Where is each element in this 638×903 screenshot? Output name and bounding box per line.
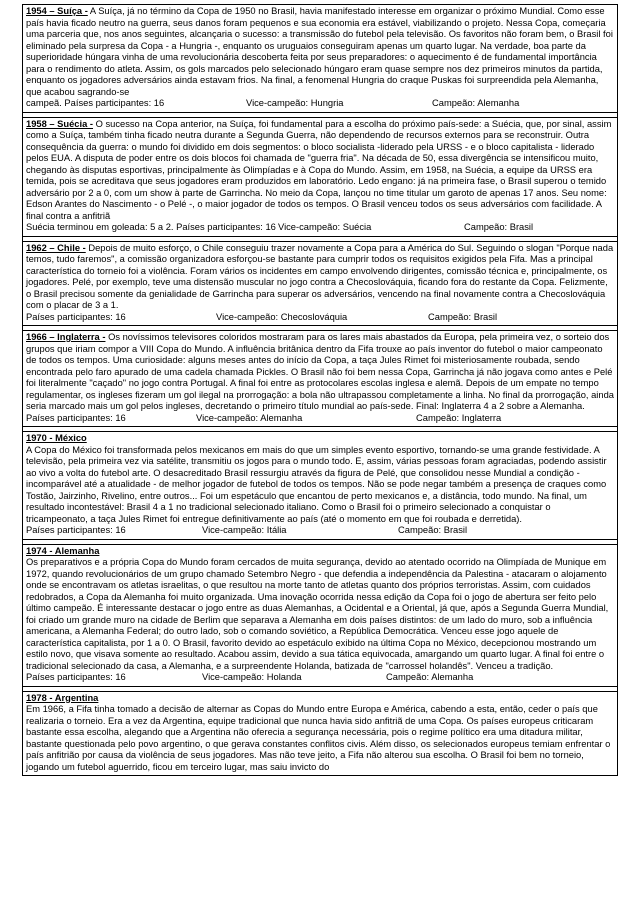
section-text: A Suíça, já no término da Copa de 1950 no Brasil, havia manifestado interesse em organizar o próximo Mundial. Como esse país havia ficado neutro na guerra, seus danos foram pequenos e sua economia era estável, viabilizando o projeto. Nessa Copa, começaria uma parceria que, nos anos seguintes, alcançaria o sucesso: a transmissão do futebol pela televisão. Os favoritos não foram bem, o Brasil foi eliminado pela surpresa da Copa - a Hungria -, enquanto os uruguaios conseguiram apenas um quarto lugar. Na verdade, boa parte da superioridade húngara vinha de uma revolucionária descoberta feita por seus preparadores: o aquecimento é de fundamental importância para o rendimento do atleta. Assim, os gols marcados pelo selecionado húngaro eram quase sempre nos dez primeiros minutos da partida, enquanto os jogadores adversários ainda estavam frios. Na final, a fenomenal Hungria do craque Puskas foi surpreendida pela Alemanha, que acabou sagrando-se (26, 6, 613, 97)
section-stats (26, 222, 614, 234)
runner-up: Vice-campeão: Itália (202, 525, 287, 535)
section-1974 (23, 544, 617, 687)
participants: Países participantes: 16 (26, 525, 126, 535)
participants: Países participantes: 16 (26, 672, 126, 682)
section-text: Os preparativos e a própria Copa do Mundo foram cercados de muita segurança, devido ao atentado ocorrido na Olimpíada de Munique em 1972, quando revolucionários de um grupo chamado Setembro Negro - que defendia a independência da Palestina - atacaram o alojamento onde se encontravam os atletas israelitas, o que resultou na morte tanto de atletas quanto dos próprios terroristas. Assim, com cuidados redobrados, a Copa da Alemanha foi muito organizada. Uma inovação ocorrida nessa edição da Copa foi o jogo de abertura ser feito pelo último campeão. É interessante destacar o jogo entre as duas Alemanhas, a Ocidental e a Oriental, já que, após a Segunda Guerra Mundial, foi criado um grande muro na cidade de Berlim que separava a Alemanha em dois países distintos: de um lado do muro, sob a influência americana, a Alemanha Federal; do outro lado, sob o comando soviético, a República Democrática. Venceu esse jogo aquele de característica capitalista, por 1 a 0. O Brasil, favorito devido ao espetáculo exibido na última Copa no México, decepcionou mostrando um estilo novo, que visava somente ao resultado. Acabou assim, devido a sua tática equivocada, amargando um quarto lugar. A final foi entre o tradicional selecionado da casa, a Alemanha, e a surpreendente Holanda, batizada de "carrossel holandês". Venceu a tradição. (26, 557, 609, 671)
participants: Países participantes: 16 (26, 412, 126, 423)
section-heading: 1970 - México (26, 433, 87, 443)
champion: Campeão: Alemanha (432, 98, 520, 108)
runner-up: Vice-campeão: Hungria (246, 98, 344, 108)
section-heading: 1966 – Inglaterra - (26, 332, 106, 342)
runner-up: Vice-campeão: Alemanha (196, 412, 303, 423)
section-heading: 1978 - Argentina (26, 692, 99, 703)
section-text: Os novíssimos televisores coloridos mostraram para os lares mais abastados da Europa, pela primeira vez, o sorteio dos grupos que iriam compor a VIII Copa do Mundo. A influência britânica dentro da Fifa trouxe ao país inventor do futebol o maior campeonato de todos os tempos. Uma curiosidade: alguns meses antes do início da Copa, a taça Jules Rimet foi misteriosamente roubada, sendo encontrada pelo faro apurado de uma cadela chamada Pickles. O Brasil não foi bem nessa Copa, Garrincha já não jogava como antes e Pelé foi literalmente "caçado" no jogo contra Portugal. A final foi entre as protocolares escolas inglesa e alemã. Depois de um empate no tempo regulamentar, os ingleses fizeram um gol ilegal na prorrogação: a bola não ultrapassou completamente a linha. No final da prorrogação, ainda seria marcado mais um gol pelos ingleses, decretando o primeiro título mundial ao país-sede. Final: Inglaterra 4 a 2 sobre a Alemanha. (26, 332, 614, 411)
section-1958 (23, 117, 617, 237)
section-1954 (23, 4, 617, 113)
section-heading: 1958 – Suécia - (26, 118, 94, 129)
participants: Países participantes: 16 (26, 311, 126, 322)
section-stats (26, 525, 614, 537)
section-text: A Copa do México foi transformada pelos mexicanos em mais do que um simples evento esportivo, tornando-se uma grande festividade. A televisão, pela primeira vez via satélite, transmitiu os jogos para o mundo todo. E, assim, várias pessoas foram agraciadas, podendo assistir ao vivo a volta do futebol arte. O desacreditado Brasil ressurgiu através da figura de Pelé, que consolidou nesse Mundial a condição - incomparável até a atualidade - de melhor jogador de futebol de todos os tempos. Não se pode negar também a presença de craques como Tostão, Jairzinho, Rivelino, entre outros... Foi um espetáculo que encantou de perto mexicanos e, a distância, todo mundo. Na final, um resultado incontestável: Brasil 4 a 1 no tradicional selecionado italiano. Como o Brasil foi o primeiro selecionado a conquistar o tricampeonato, a taça Jules Rimet foi entregue definitivamente ao país (até o momento em que foi roubada e derretida). (26, 444, 607, 524)
champion: Campeão: Brasil (464, 222, 534, 232)
section-text: O sucesso na Copa anterior, na Suíça, foi fundamental para a escolha do próximo país-sede: a Suécia, que, por sinal, assim como a Suíça, também tinha ficado neutra durante a Segunda Guerra, não dependendo de recursos externos para se reconstruir. Outra consequência da guerra: o mundo foi dividido em dois segmentos: o bloco socialista -liderado pela URSS - e o bloco capitalista - liderado pelos EUA. A disputa de poder entre os dois blocos foi chamada de "guerra fria". Na década de 50, essa divergência se intensificou muito, chegando às disputas esportivas, principalmente às Olimpíadas e à Copa do Mundo. Assim, em 1958, na Suécia, a equipe da URSS era temida, pois se acreditava que seus jogadores eram produzidos em laboratório. Ledo engano: já na primeira fase, o Brasil superou o temido adversário por 2 a 0, com um show à parte de Garrincha. No meio da Copa, lançou no time titular um garoto de apenas 17 anos. Seu nome: Edson Arantes do Nascimento - o Pelé -, o maior jogador de todos os tempos. O Brasil venceu todos os seus adversários com facilidade. A final contra a anfitriã (26, 118, 612, 221)
section-heading: 1974 - Alemanha (26, 545, 100, 556)
champion: Campeão: Inglaterra (416, 412, 502, 423)
section-1970 (23, 431, 617, 540)
section-heading: 1954 – Suíça - (26, 6, 88, 16)
section-1978 (23, 691, 617, 777)
section-1962 (23, 241, 617, 327)
runner-up: Vice-campeão: Suécia (278, 222, 372, 232)
section-stats (26, 672, 614, 684)
section-stats (26, 312, 614, 324)
document-page (22, 4, 618, 776)
champion: Campeão: Brasil (398, 525, 468, 535)
runner-up: Vice-campeão: Checoslováquia (216, 311, 348, 322)
runner-up: Vice-campeão: Holanda (202, 672, 302, 682)
section-heading: 1962 – Chile - (26, 242, 86, 253)
section-stats (26, 98, 614, 110)
section-1966 (23, 330, 617, 427)
champion: Campeão: Alemanha (386, 672, 474, 682)
section-text: Depois de muito esforço, o Chile conseguiu trazer novamente a Copa para a América do Sul. Seguindo o slogan "Porque nada temos, tudo faremos", a comissão organizadora esforçou-se bastante para cumprir todos os requisitos exigidos pela Fifa. Mas a principal característica do torneio foi a violência. Foram vários os incidentes em campo envolvendo dirigentes, comissão técnica e, principalmente, os jogadores. Pelé, por exemplo, teve uma distensão muscular no jogo contra a Checoslováquia, ficando fora do restante da Copa. Felizmente, o Brasil precisou somente da genialidade de Garrincha para superar os adversários, vencendo na final novamente contra a Checoslováquia com o placar de 3 a 1. (26, 242, 614, 310)
participants: campeã. Países participantes: 16 (26, 98, 165, 108)
champion: Campeão: Brasil (428, 311, 498, 322)
section-stats (26, 413, 614, 425)
participants: Suécia terminou em goleada: 5 a 2. Países participantes: 16 (26, 222, 276, 232)
section-text: Em 1966, a Fifa tinha tomado a decisão de alternar as Copas do Mundo entre Europa e América, cabendo a esta, então, ceder o país que realizaria o torneio. Era a vez da Argentina, equipe tradicional que nunca havia sido anfitriã de uma Copa. Os países europeus criticaram bastante essa escolha, alegando que a Argentina não oferecia a segurança necessária, pois o regime político era uma ditadura militar, bastante questionada pelo povo argentino, o que gerava constantes conflitos civis. Além disso, os selecionados europeus temiam enfrentar o país anfitrião por causa da violência de seus jogadores. Mas não teve jeito, a Fifa não alterou sua escolha. O Brasil foi bem no torneio, jogando um futebol aguerrido, ficou em terceiro lugar, mas saiu invicto do (26, 704, 611, 772)
